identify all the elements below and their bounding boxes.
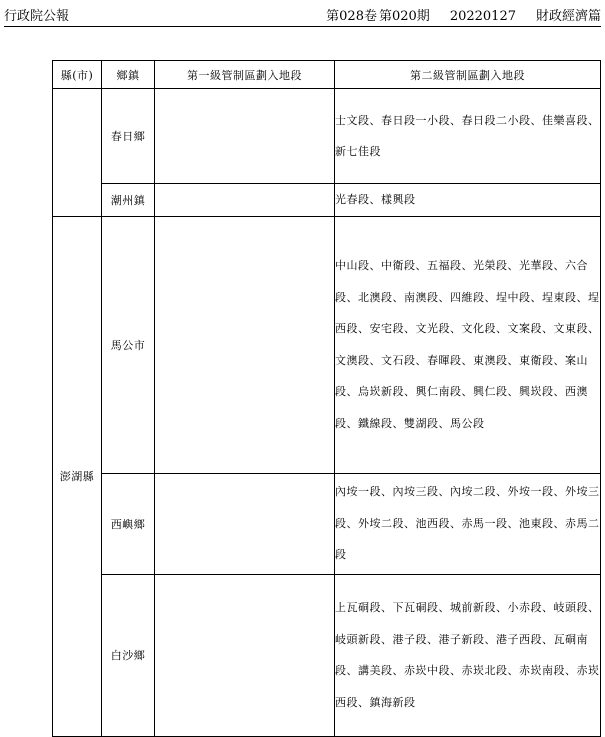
level1-cell <box>155 216 335 473</box>
town-cell: 白沙鄉 <box>102 574 155 736</box>
section-name: 財政經濟篇 <box>535 9 601 24</box>
table-row <box>53 216 601 473</box>
page-header <box>4 8 601 27</box>
issue-number: 第020期 <box>378 9 430 24</box>
county-cell-blank <box>53 89 102 217</box>
level2-cell <box>335 473 601 574</box>
land-section-table <box>52 60 601 737</box>
table-row <box>53 89 601 184</box>
table-row <box>53 184 601 217</box>
publication-date: 20220127 <box>449 9 516 24</box>
town-cell: 潮州鎮 <box>102 184 155 217</box>
town-cell: 春日鄉 <box>102 89 155 184</box>
level2-text: 士文段、春日段一小段、春日段二小段、佳樂喜段、新七佳段 <box>335 113 600 158</box>
column-header-county: 縣(市) <box>53 61 102 89</box>
table-header-row <box>53 61 601 89</box>
town-cell: 西嶼鄉 <box>102 473 155 574</box>
column-header-town: 鄉鎮 <box>102 61 155 89</box>
level1-cell <box>155 89 335 184</box>
publisher-name: 行政院公報 <box>4 9 70 24</box>
level2-text: 光春段、樣興段 <box>335 193 416 206</box>
level2-text: 中山段、中衛段、五福段、光榮段、光華段、六合段、北澳段、南澳段、四維段、埕中段、埕東段、埕西段、安宅段、文光段、文化段、文案段、文東段、文澳段、文石段、春暉段、東澳段、東衛段、案山段、烏崁新段、興仁南段、興仁段、興崁段、西澳段、鐵線段、雙湖段、馬公段 <box>335 259 600 430</box>
volume-number: 第028卷 <box>326 9 377 24</box>
level2-text: 上瓦硐段、下瓦硐段、城前新段、小赤段、岐頭段、岐頭新段、港子段、港子新段、港子西段、瓦硐南段、講美段、赤崁中段、赤崁北段、赤崁南段、赤崁西段、鎮海新段 <box>335 601 600 709</box>
level1-cell <box>155 574 335 736</box>
column-header-level2: 第二級管制區劃入地段 <box>335 61 601 89</box>
level1-cell <box>155 473 335 574</box>
level2-cell <box>335 216 601 473</box>
level2-text: 內垵一段、內垵三段、內垵二段、外垵一段、外垵三段、外垵二段、池西段、赤馬一段、池東段、赤馬二段 <box>335 485 600 562</box>
town-cell: 馬公市 <box>102 216 155 473</box>
column-header-level1: 第一級管制區劃入地段 <box>155 61 335 89</box>
level1-cell <box>155 184 335 217</box>
level2-cell <box>335 574 601 736</box>
table-row <box>53 574 601 736</box>
table-row <box>53 473 601 574</box>
level2-cell <box>335 184 601 217</box>
county-cell: 澎湖縣 <box>53 216 102 736</box>
level2-cell <box>335 89 601 184</box>
issue-info <box>326 8 601 26</box>
